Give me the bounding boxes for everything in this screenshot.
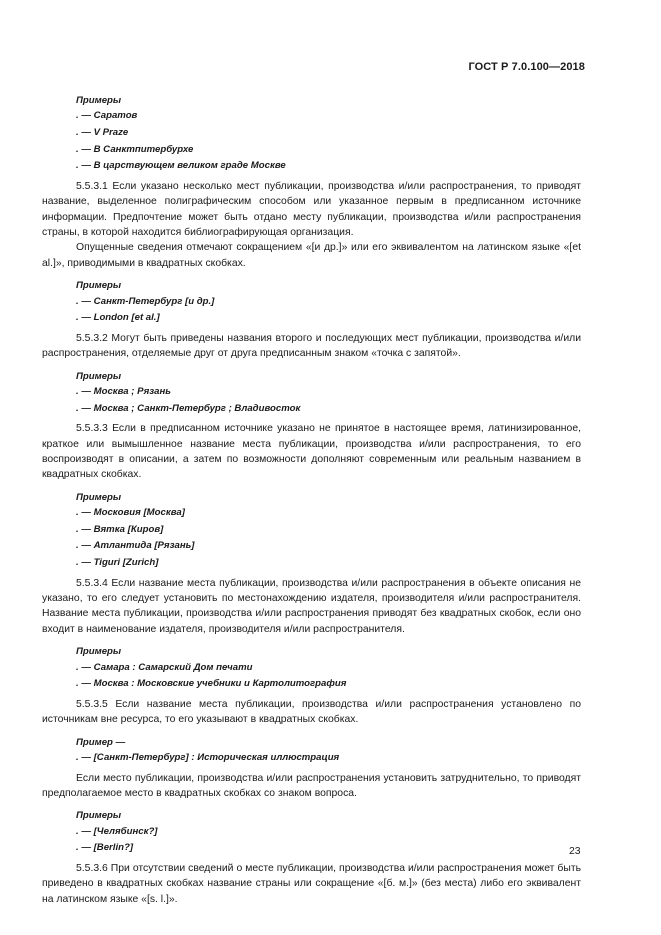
example-item: . — Саратов [76,110,138,122]
example-item: . — Самара : Самарский Дом печати [76,661,253,673]
example-item: . — Tiguri [Zurich] [76,557,159,569]
page-body [42,93,581,907]
paragraph-5-5-3-3: 5.5.3.3 Если в предписанном источнике указано не принятое в настоящее время, латинизированное, краткое или вымышленное название места публикации, производства и/или распространения, то его воспроизводят в описании, а затем по возможности дополняют современным или реальным названием в квадратных скобках. [42,423,581,481]
example-item: . — Москва ; Рязань [76,386,171,398]
example-item: . — Атлантида [Рязань] [76,540,195,552]
example-item: . — [Санкт-Петербург] : Историческая иллюстрация [76,752,340,764]
paragraph-5-5-3-1: 5.5.3.1 Если указано несколько мест публикации, производства и/или распространения, то приводят название, выделенное полиграфическим способом или указанное первым в предписанном источнике информации. Предпочтение может быть отдано месту публикации, производства и/или распространения страны, в которой находится библиографирующая организация. [42,180,581,238]
example-heading: Пример — [76,736,126,748]
example-item: . — [Челябинск?] [76,825,158,837]
paragraph-5-5-3-2: 5.5.3.2 Могут быть приведены названия второго и последующих мест публикации, производства и/или распространения, отделяемые друг от друга предписанным знаком «точка с запятой». [42,332,581,360]
paragraph-omitted-info: Опущенные сведения отмечают сокращением «[и др.]» или его эквивалентом на латинском языке «[et al.]», приводимыми в квадратных скобках. [42,242,581,269]
example-item: . — В царствующем великом граде Москве [76,160,286,172]
examples-heading: Примеры [76,95,122,106]
example-item: . — [Berlin?] [76,842,134,854]
examples-heading: Примеры [76,810,122,822]
example-item: . — Москва ; Санкт-Петербург ; Владивосток [76,402,301,414]
example-item: . — Московия [Москва] [76,507,185,519]
examples-heading: Примеры [76,280,122,292]
page-number: 23 [569,846,581,857]
examples-heading: Примеры [76,491,122,503]
example-item: . — Вятка [Киров] [76,523,164,535]
paragraph-5-5-3-5: 5.5.3.5 Если название места публикации, производства и/или распространения установлено по источникам вне ресурса, то его указывают в квадратных скобках. [42,698,581,726]
example-item: . — V Praze [76,127,129,138]
examples-heading: Примеры [76,646,122,658]
examples-heading: Примеры [76,370,122,382]
example-item: . — London [et al.] [76,312,160,324]
example-item: . — Москва : Московские учебники и Картолитография [76,678,347,690]
paragraph-5-5-3-4: 5.5.3.4 Если название места публикации, производства и/или распространения в объекте описания не указано, то его следует установить по местонахождению издателя, производителя и/или распространителя. Название места публикации, производства и/или распространения приводят без квадратных скобок, если оно входит в наименование издателя, производителя и/или распространителя. [42,577,581,635]
standard-header: ГОСТ Р 7.0.100—2018 [468,61,585,73]
example-item: . — В Санктпитербурхе [76,143,194,155]
paragraph-uncertain-place: Если место публикации, производства и/или распространения установить затруднительно, то приводят предполагаемое место в квадратных скобках со знаком вопроса. [42,772,581,800]
example-item: . — Санкт-Петербург [и др.] [76,295,215,307]
paragraph-5-5-3-6: 5.5.3.6 При отсутствии сведений о месте публикации, производства и/или распространения может быть приведено в квадратных скобках название страны или сокращение «[б. м.]» (без места) либо его эквивалент на латинском языке «[s. l.]». [42,863,581,905]
